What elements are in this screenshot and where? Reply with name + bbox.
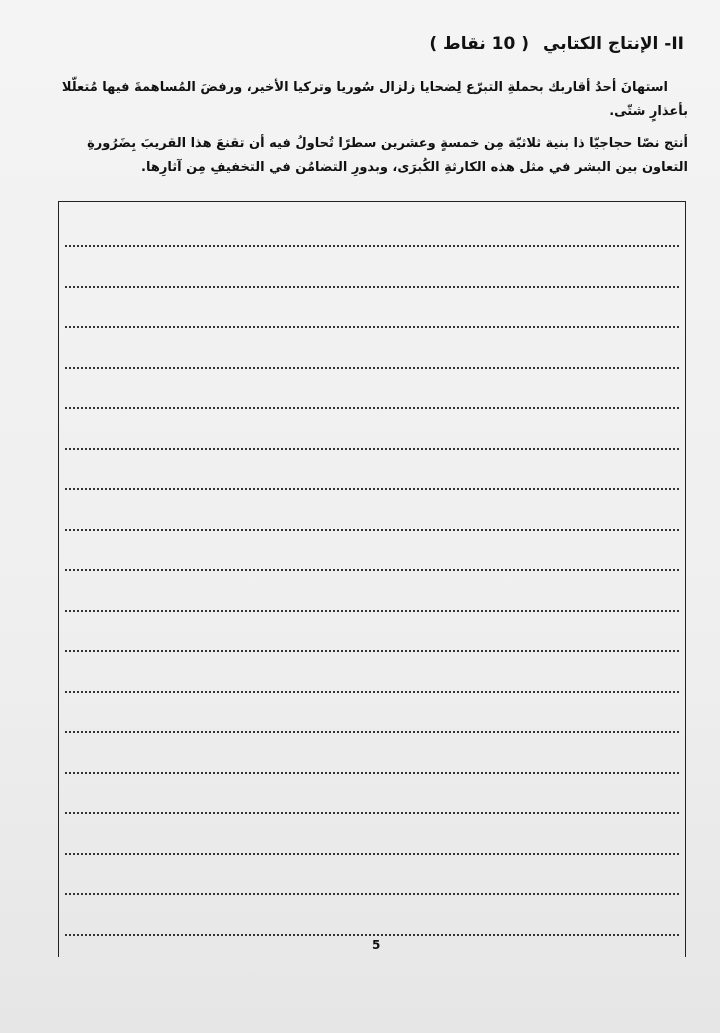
answer-line[interactable]: [65, 326, 679, 328]
answer-line[interactable]: [65, 893, 679, 895]
answer-line[interactable]: [65, 488, 679, 490]
section-points: ( 10 نقاط ): [429, 34, 529, 54]
section-title: II- الإنتاج الكتابي: [543, 34, 684, 54]
answer-line[interactable]: [65, 367, 679, 369]
section-heading: [429, 34, 684, 54]
page-number: 5: [372, 938, 381, 952]
answer-line[interactable]: [65, 691, 679, 693]
answer-line[interactable]: [65, 934, 679, 936]
instruction-paragraph: [38, 132, 688, 180]
answer-line[interactable]: [65, 650, 679, 652]
answer-line[interactable]: [65, 407, 679, 409]
answer-line[interactable]: [65, 448, 679, 450]
answer-line[interactable]: [65, 731, 679, 733]
answer-line[interactable]: [65, 772, 679, 774]
answer-line[interactable]: [65, 569, 679, 571]
answer-line[interactable]: [65, 245, 679, 247]
instruction-text: أنتج نصّا حجاجيّا ذا بنية ثلاثيّة مِن خمسةٍ وعشرين سطرًا تُحاولُ فيه أن تقنعَ هذا القريبَ بِضَرُورةِ التعاون بين البشر في مثل هذه الكارثةِ الكُبرَى، وبدورِ التضامُن في التخفيفِ مِن آثارِها.: [87, 136, 688, 175]
answer-line[interactable]: [65, 853, 679, 855]
answer-line[interactable]: [65, 529, 679, 531]
answer-line[interactable]: [65, 812, 679, 814]
context-text: استهانَ أحدُ أقاربك بحملةِ التبرّع لِضحايا زلزال سُوريا وتركيا الأخير، ورفضَ المُساهمةَ فيها مُتعلّلا بأعذارٍ شتّى.: [61, 80, 688, 119]
answer-line[interactable]: [65, 610, 679, 612]
answer-line[interactable]: [65, 286, 679, 288]
answer-box[interactable]: [58, 201, 686, 957]
context-paragraph: [38, 76, 688, 124]
